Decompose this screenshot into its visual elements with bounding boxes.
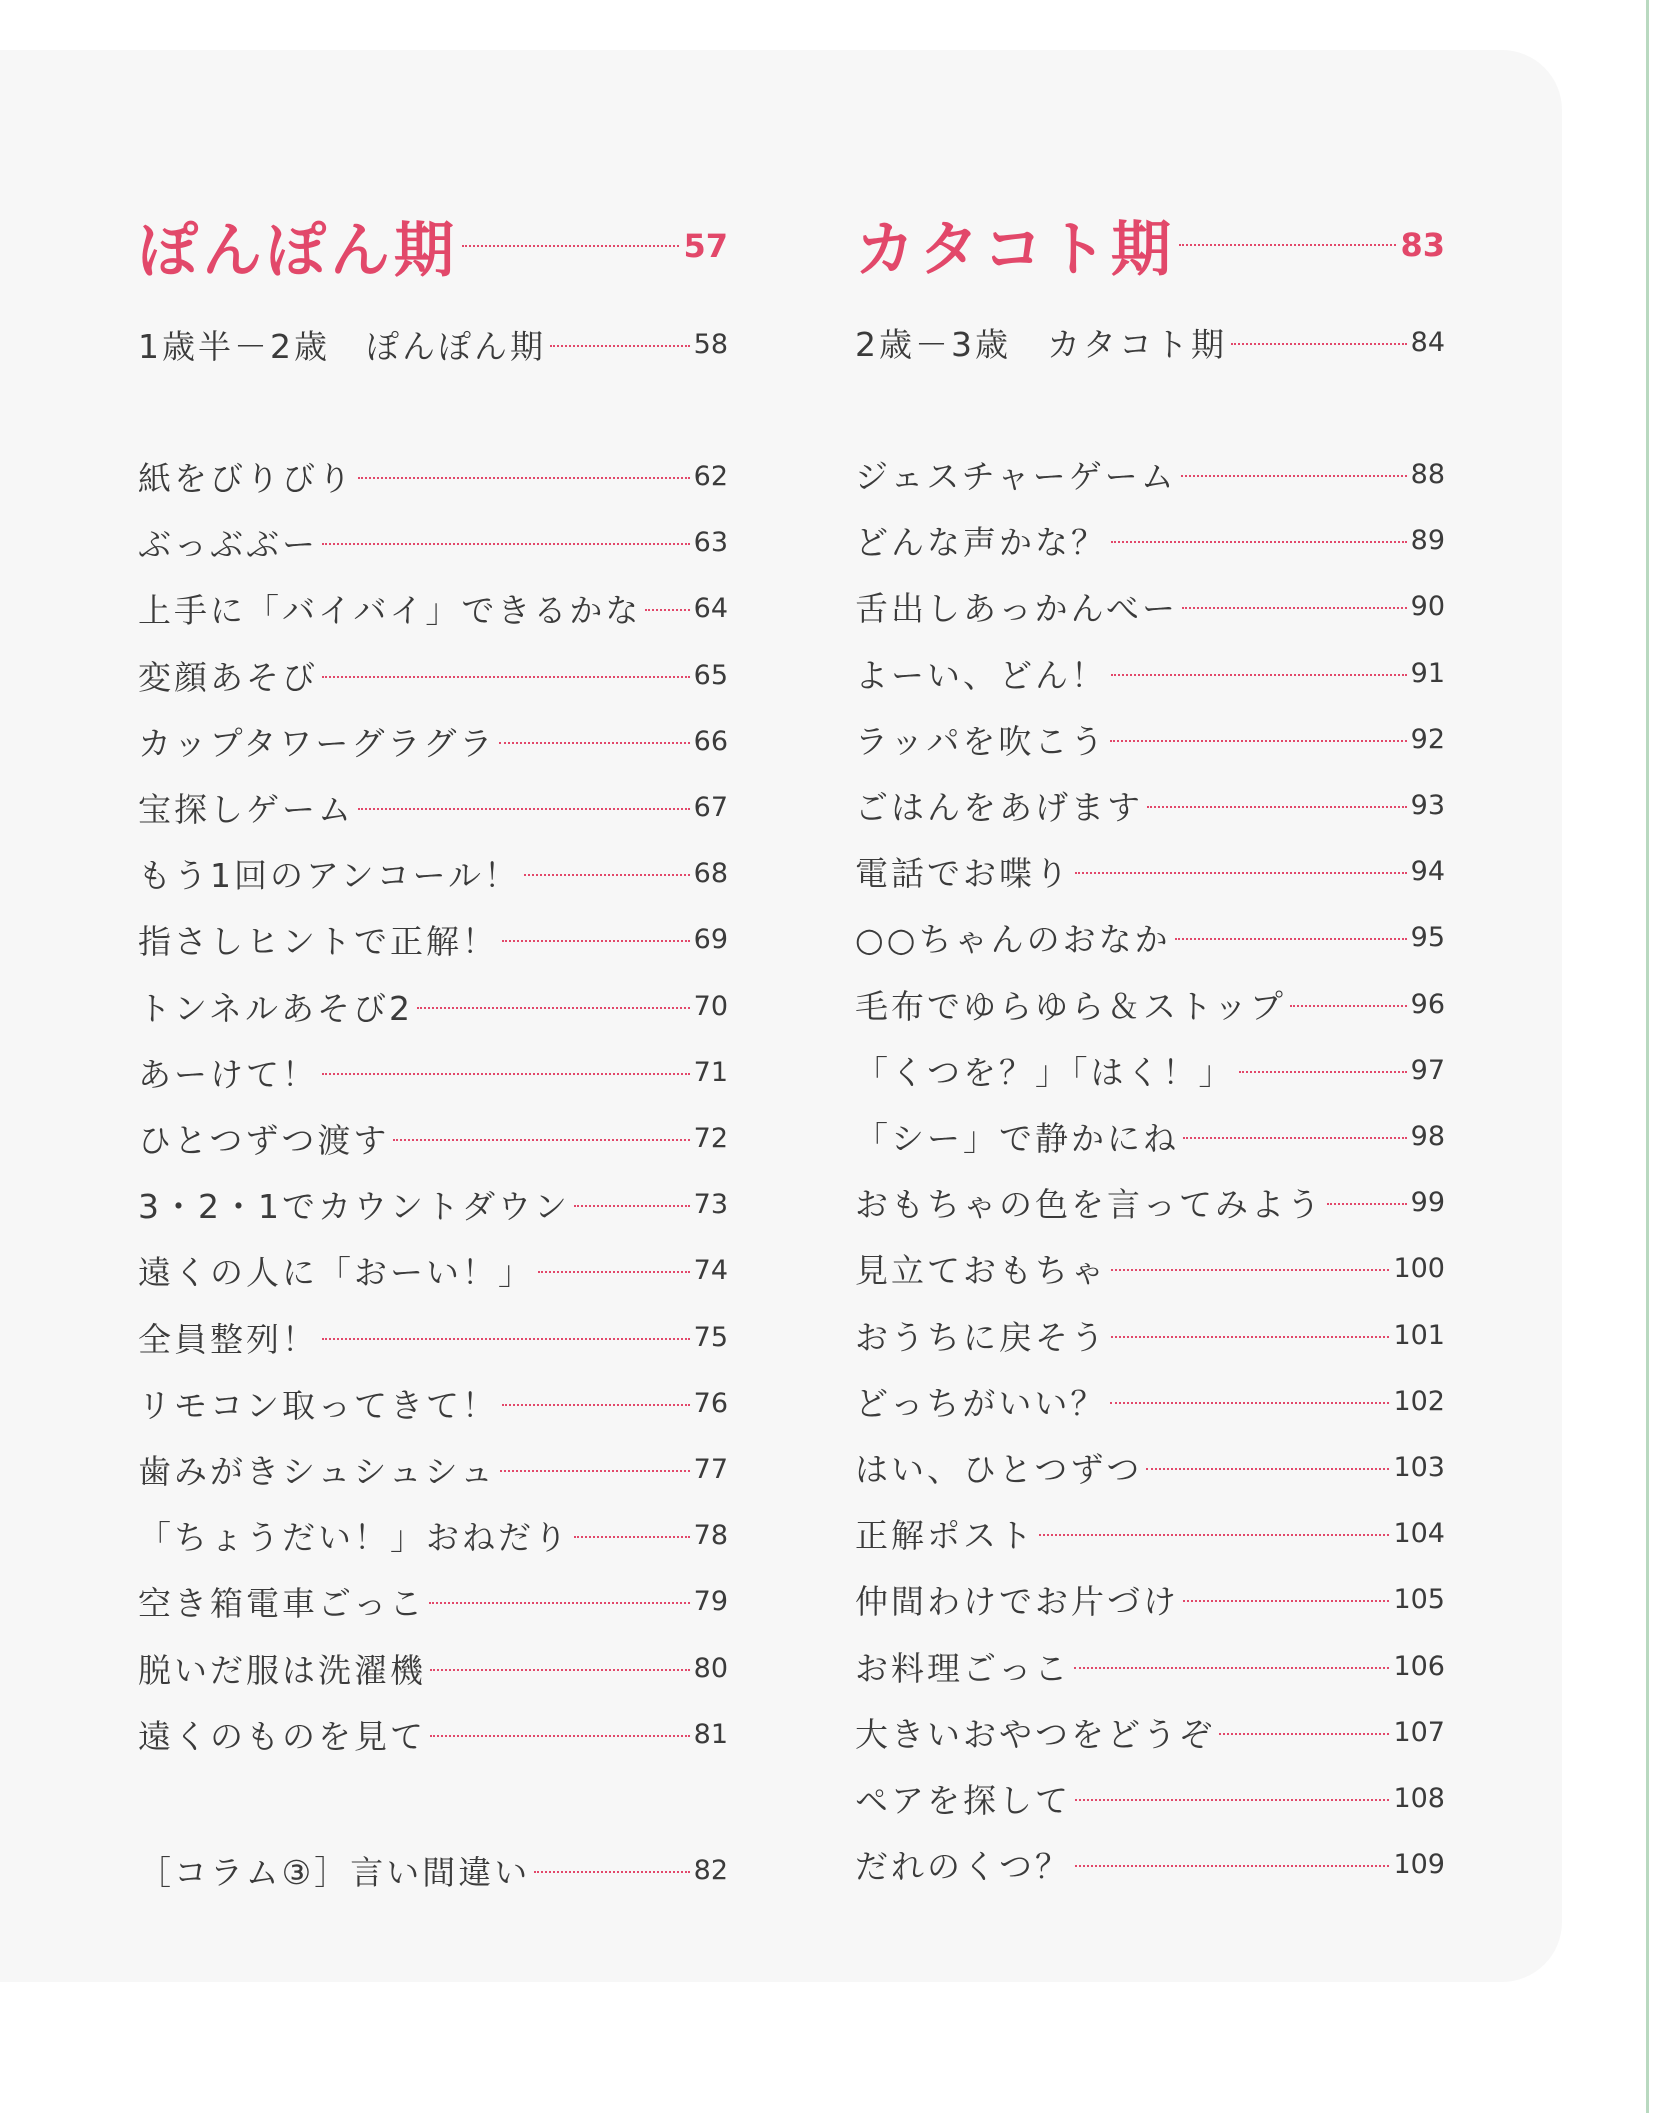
- section-subtitle-ponpon-page-number: 58: [693, 328, 728, 360]
- dotted-leader: [1183, 1600, 1389, 1602]
- dotted-leader: [1110, 1402, 1389, 1404]
- toc-item[interactable]: [138, 450, 728, 502]
- toc-item-page-number: 80: [693, 1652, 728, 1684]
- toc-item-page-number: 93: [1410, 789, 1445, 821]
- toc-item[interactable]: [855, 978, 1445, 1030]
- toc-item-page-number: 109: [1393, 1848, 1445, 1880]
- dotted-leader: [645, 609, 689, 611]
- toc-item-page-number: 103: [1393, 1451, 1445, 1483]
- toc-item-label: ○○ちゃんのおなか: [855, 919, 1171, 959]
- dotted-leader: [1175, 938, 1407, 940]
- toc-item[interactable]: [138, 1377, 728, 1429]
- toc-item-label: 「くつを？」「はく！」: [855, 1052, 1235, 1092]
- toc-item-page-number: 81: [693, 1718, 728, 1750]
- toc-item[interactable]: [855, 1573, 1445, 1625]
- dotted-leader: [1110, 740, 1406, 742]
- toc-item-label: どっちがいい？: [855, 1383, 1107, 1423]
- toc-item[interactable]: [855, 779, 1445, 831]
- toc-item-page-number: 107: [1393, 1716, 1445, 1748]
- toc-item-page-number: 75: [693, 1321, 728, 1353]
- dotted-leader: [430, 1669, 690, 1671]
- toc-item[interactable]: [138, 1311, 728, 1363]
- toc-item[interactable]: [138, 1642, 728, 1694]
- toc-item[interactable]: [855, 514, 1445, 566]
- toc-item-label: だれのくつ？: [855, 1846, 1071, 1886]
- toc-item[interactable]: [855, 1242, 1445, 1294]
- dotted-leader: [1146, 1468, 1389, 1470]
- dotted-leader: [393, 1139, 689, 1141]
- section-title-katakoto-page-number: 83: [1400, 226, 1445, 264]
- dotted-leader: [499, 742, 689, 744]
- toc-item-page-number: 72: [693, 1122, 728, 1154]
- dotted-leader: [534, 1871, 689, 1873]
- dotted-leader: [502, 940, 690, 942]
- toc-item-page-number: 91: [1410, 657, 1445, 689]
- dotted-leader: [1290, 1005, 1407, 1007]
- toc-item-page-number: 69: [693, 923, 728, 955]
- toc-item-label: 毛布でゆらゆら＆ストップ: [855, 986, 1287, 1026]
- dotted-leader: [1075, 1799, 1389, 1801]
- toc-item[interactable]: [855, 1838, 1445, 1890]
- toc-item-label: ごはんをあげます: [855, 787, 1143, 827]
- toc-item-page-number: 77: [693, 1453, 728, 1485]
- section-title-ponpon[interactable]: [138, 206, 728, 286]
- toc-item-label: ぶっぶぶー: [138, 524, 318, 564]
- toc-item-label: 上手に「バイバイ」できるかな: [138, 590, 642, 630]
- toc-item-label: 指さしヒントで正解！: [138, 921, 498, 961]
- toc-item-page-number: 106: [1393, 1650, 1445, 1682]
- toc-item-page-number: 100: [1393, 1252, 1445, 1284]
- dotted-leader: [1181, 475, 1407, 477]
- toc-item[interactable]: [138, 980, 728, 1032]
- toc-item[interactable]: [138, 1046, 728, 1098]
- toc-item-page-number: 63: [693, 526, 728, 558]
- toc-item-label: ジェスチャーゲーム: [855, 456, 1177, 496]
- toc-item-page-number: 89: [1410, 524, 1445, 556]
- dotted-leader: [1111, 1336, 1389, 1338]
- toc-item-page-number: 108: [1393, 1782, 1445, 1814]
- toc-item-label: ラッパを吹こう: [855, 721, 1107, 761]
- toc-item-label: ひとつずつ渡す: [138, 1120, 390, 1160]
- dotted-leader: [550, 345, 690, 347]
- toc-item-label: おうちに戻そう: [855, 1317, 1107, 1357]
- section-title-ponpon-label: ぽんぽん期: [138, 216, 458, 286]
- toc-item-page-number: 88: [1410, 458, 1445, 490]
- toc-item-label: 正解ポスト: [855, 1515, 1035, 1555]
- toc-item-page-number: 98: [1410, 1120, 1445, 1152]
- dotted-leader: [1327, 1203, 1407, 1205]
- section-subtitle-ponpon-label: 1歳半－2歳 ぽんぽん期: [138, 326, 546, 366]
- toc-item[interactable]: [855, 1772, 1445, 1824]
- toc-item-label: 見立ておもちゃ: [855, 1250, 1107, 1290]
- toc-item-page-number: 99: [1410, 1186, 1445, 1218]
- dotted-leader: [500, 1470, 690, 1472]
- toc-item[interactable]: [138, 649, 728, 701]
- toc-item[interactable]: [855, 713, 1445, 765]
- dotted-leader: [1111, 674, 1407, 676]
- toc-item-label: 大きいおやつをどうぞ: [855, 1714, 1215, 1754]
- toc-item-label: リモコン取ってきて！: [138, 1385, 498, 1425]
- toc-item-column-label: ［コラム③］言い間違い: [138, 1852, 531, 1892]
- toc-item-page-number: 65: [693, 659, 728, 691]
- toc-item-page-number: 71: [693, 1056, 728, 1088]
- toc-item-page-number: 90: [1410, 590, 1445, 622]
- page-edge-line: [1646, 0, 1649, 2113]
- toc-item-page-number: 67: [693, 791, 728, 823]
- toc-item-label: 遠くのものを見て: [138, 1716, 426, 1756]
- toc-item-label: 「シー」で静かにね: [855, 1118, 1179, 1158]
- toc-item-page-number: 74: [693, 1254, 728, 1286]
- toc-item-page-number: 73: [693, 1188, 728, 1220]
- dotted-leader: [1183, 1137, 1407, 1139]
- toc-item-label: はい、ひとつずつ: [855, 1449, 1143, 1489]
- toc-item-label: どんな声かな？: [855, 522, 1107, 562]
- dotted-leader: [358, 477, 690, 479]
- toc-item-label: 仲間わけでお片づけ: [855, 1581, 1179, 1621]
- toc-item-label: 遠くの人に「おーい！」: [138, 1252, 534, 1292]
- toc-item-page-number: 97: [1410, 1054, 1445, 1086]
- dotted-leader: [1074, 1667, 1389, 1669]
- toc-item-page-number: 62: [693, 460, 728, 492]
- toc-item-label: もう1回のアンコール！: [138, 855, 521, 895]
- toc-item-page-number: 101: [1393, 1319, 1445, 1351]
- toc-item[interactable]: [138, 913, 728, 965]
- toc-item-page-number: 104: [1393, 1517, 1445, 1549]
- toc-item-label: 変顔あそび: [138, 657, 318, 697]
- section-title-katakoto-label: カタコト期: [855, 215, 1175, 285]
- dotted-leader: [429, 1602, 689, 1604]
- toc-item[interactable]: [138, 1509, 728, 1561]
- section-title-ponpon-page-number: 57: [683, 227, 728, 265]
- toc-item[interactable]: [855, 580, 1445, 632]
- dotted-leader: [1179, 244, 1396, 246]
- toc-item[interactable]: [138, 516, 728, 568]
- toc-item-label: よーい、どん！: [855, 655, 1107, 695]
- dotted-leader: [1182, 607, 1407, 609]
- toc-item[interactable]: [855, 647, 1445, 699]
- toc-item-page-number: 79: [693, 1585, 728, 1617]
- section-subtitle-katakoto-page-number: 84: [1410, 326, 1445, 358]
- toc-item[interactable]: [138, 847, 728, 899]
- toc-item[interactable]: [855, 1640, 1445, 1692]
- toc-item[interactable]: [855, 1309, 1445, 1361]
- dotted-leader: [417, 1007, 690, 1009]
- toc-item[interactable]: [855, 1507, 1445, 1559]
- toc-item[interactable]: [855, 448, 1445, 500]
- section-subtitle-katakoto[interactable]: [855, 316, 1445, 368]
- toc-item-page-number: 64: [693, 592, 728, 624]
- toc-item-label: 空き箱電車ごっこ: [138, 1583, 426, 1623]
- toc-item-column[interactable]: [138, 1844, 728, 1896]
- toc-item-page-number: 96: [1410, 988, 1445, 1020]
- section-title-katakoto[interactable]: [855, 205, 1445, 285]
- toc-item-page-number: 95: [1410, 921, 1445, 953]
- dotted-leader: [1147, 806, 1407, 808]
- toc-item-page-number: 92: [1410, 723, 1445, 755]
- dotted-leader: [538, 1271, 690, 1273]
- toc-item-column-page-number: 82: [693, 1854, 728, 1886]
- toc-item-label: おもちゃの色を言ってみよう: [855, 1184, 1323, 1224]
- dotted-leader: [1239, 1071, 1407, 1073]
- toc-item-label: 電話でお喋り: [855, 853, 1071, 893]
- toc-item[interactable]: [855, 1375, 1445, 1427]
- toc-item-label: 紙をびりびり: [138, 458, 354, 498]
- toc-item[interactable]: [855, 911, 1445, 963]
- toc-item-label: 3・2・1でカウントダウン: [138, 1186, 570, 1226]
- dotted-leader: [322, 543, 690, 545]
- toc-item[interactable]: [138, 582, 728, 634]
- toc-item-page-number: 105: [1393, 1583, 1445, 1615]
- toc-item[interactable]: [138, 1178, 728, 1230]
- dotted-leader: [574, 1205, 690, 1207]
- dotted-leader: [358, 808, 690, 810]
- toc-item-label: 歯みがきシュシュシュ: [138, 1451, 497, 1491]
- toc-item[interactable]: [855, 1176, 1445, 1228]
- dotted-leader: [322, 1073, 690, 1075]
- dotted-leader: [1219, 1733, 1389, 1735]
- toc-item[interactable]: [138, 1708, 728, 1760]
- section-subtitle-ponpon[interactable]: [138, 318, 728, 370]
- dotted-leader: [430, 1735, 690, 1737]
- toc-item-page-number: 94: [1410, 855, 1445, 887]
- toc-item[interactable]: [855, 1044, 1445, 1096]
- toc-item-label: 全員整列！: [138, 1319, 318, 1359]
- toc-item[interactable]: [855, 1110, 1445, 1162]
- dotted-leader: [524, 874, 690, 876]
- toc-item-label: ペアを探して: [855, 1780, 1071, 1820]
- toc-item-label: 「ちょうだい！」おねだり: [138, 1517, 570, 1557]
- toc-item[interactable]: [138, 715, 728, 767]
- section-subtitle-katakoto-label: 2歳－3歳 カタコト期: [855, 324, 1227, 364]
- toc-item[interactable]: [138, 1575, 728, 1627]
- toc-item-label: 宝探しゲーム: [138, 789, 354, 829]
- toc-item-label: トンネルあそび2: [138, 988, 414, 1028]
- dotted-leader: [1075, 872, 1407, 874]
- toc-item[interactable]: [138, 1112, 728, 1164]
- dotted-leader: [1075, 1865, 1389, 1867]
- dotted-leader: [1039, 1534, 1389, 1536]
- toc-item-page-number: 66: [693, 725, 728, 757]
- toc-item-page-number: 76: [693, 1387, 728, 1419]
- toc-item-label: あーけて！: [138, 1054, 318, 1094]
- dotted-leader: [502, 1404, 690, 1406]
- dotted-leader: [322, 1338, 690, 1340]
- toc-item[interactable]: [855, 845, 1445, 897]
- toc-item-label: カップタワーグラグラ: [138, 723, 496, 763]
- dotted-leader: [322, 676, 690, 678]
- toc-item-label: 舌出しあっかんべー: [855, 588, 1179, 628]
- toc-item[interactable]: [855, 1706, 1445, 1758]
- toc-item[interactable]: [138, 781, 728, 833]
- dotted-leader: [1111, 1269, 1389, 1271]
- dotted-leader: [1111, 541, 1407, 543]
- toc-item[interactable]: [138, 1244, 728, 1296]
- dotted-leader: [574, 1536, 690, 1538]
- toc-item[interactable]: [138, 1443, 728, 1495]
- toc-item-page-number: 102: [1393, 1385, 1445, 1417]
- toc-item[interactable]: [855, 1441, 1445, 1493]
- toc-item-label: お料理ごっこ: [855, 1648, 1071, 1688]
- dotted-leader: [1231, 343, 1407, 345]
- dotted-leader: [462, 245, 679, 247]
- toc-item-page-number: 68: [693, 857, 728, 889]
- toc-item-label: 脱いだ服は洗濯機: [138, 1650, 426, 1690]
- toc-item-page-number: 70: [693, 990, 728, 1022]
- toc-item-page-number: 78: [693, 1519, 728, 1551]
